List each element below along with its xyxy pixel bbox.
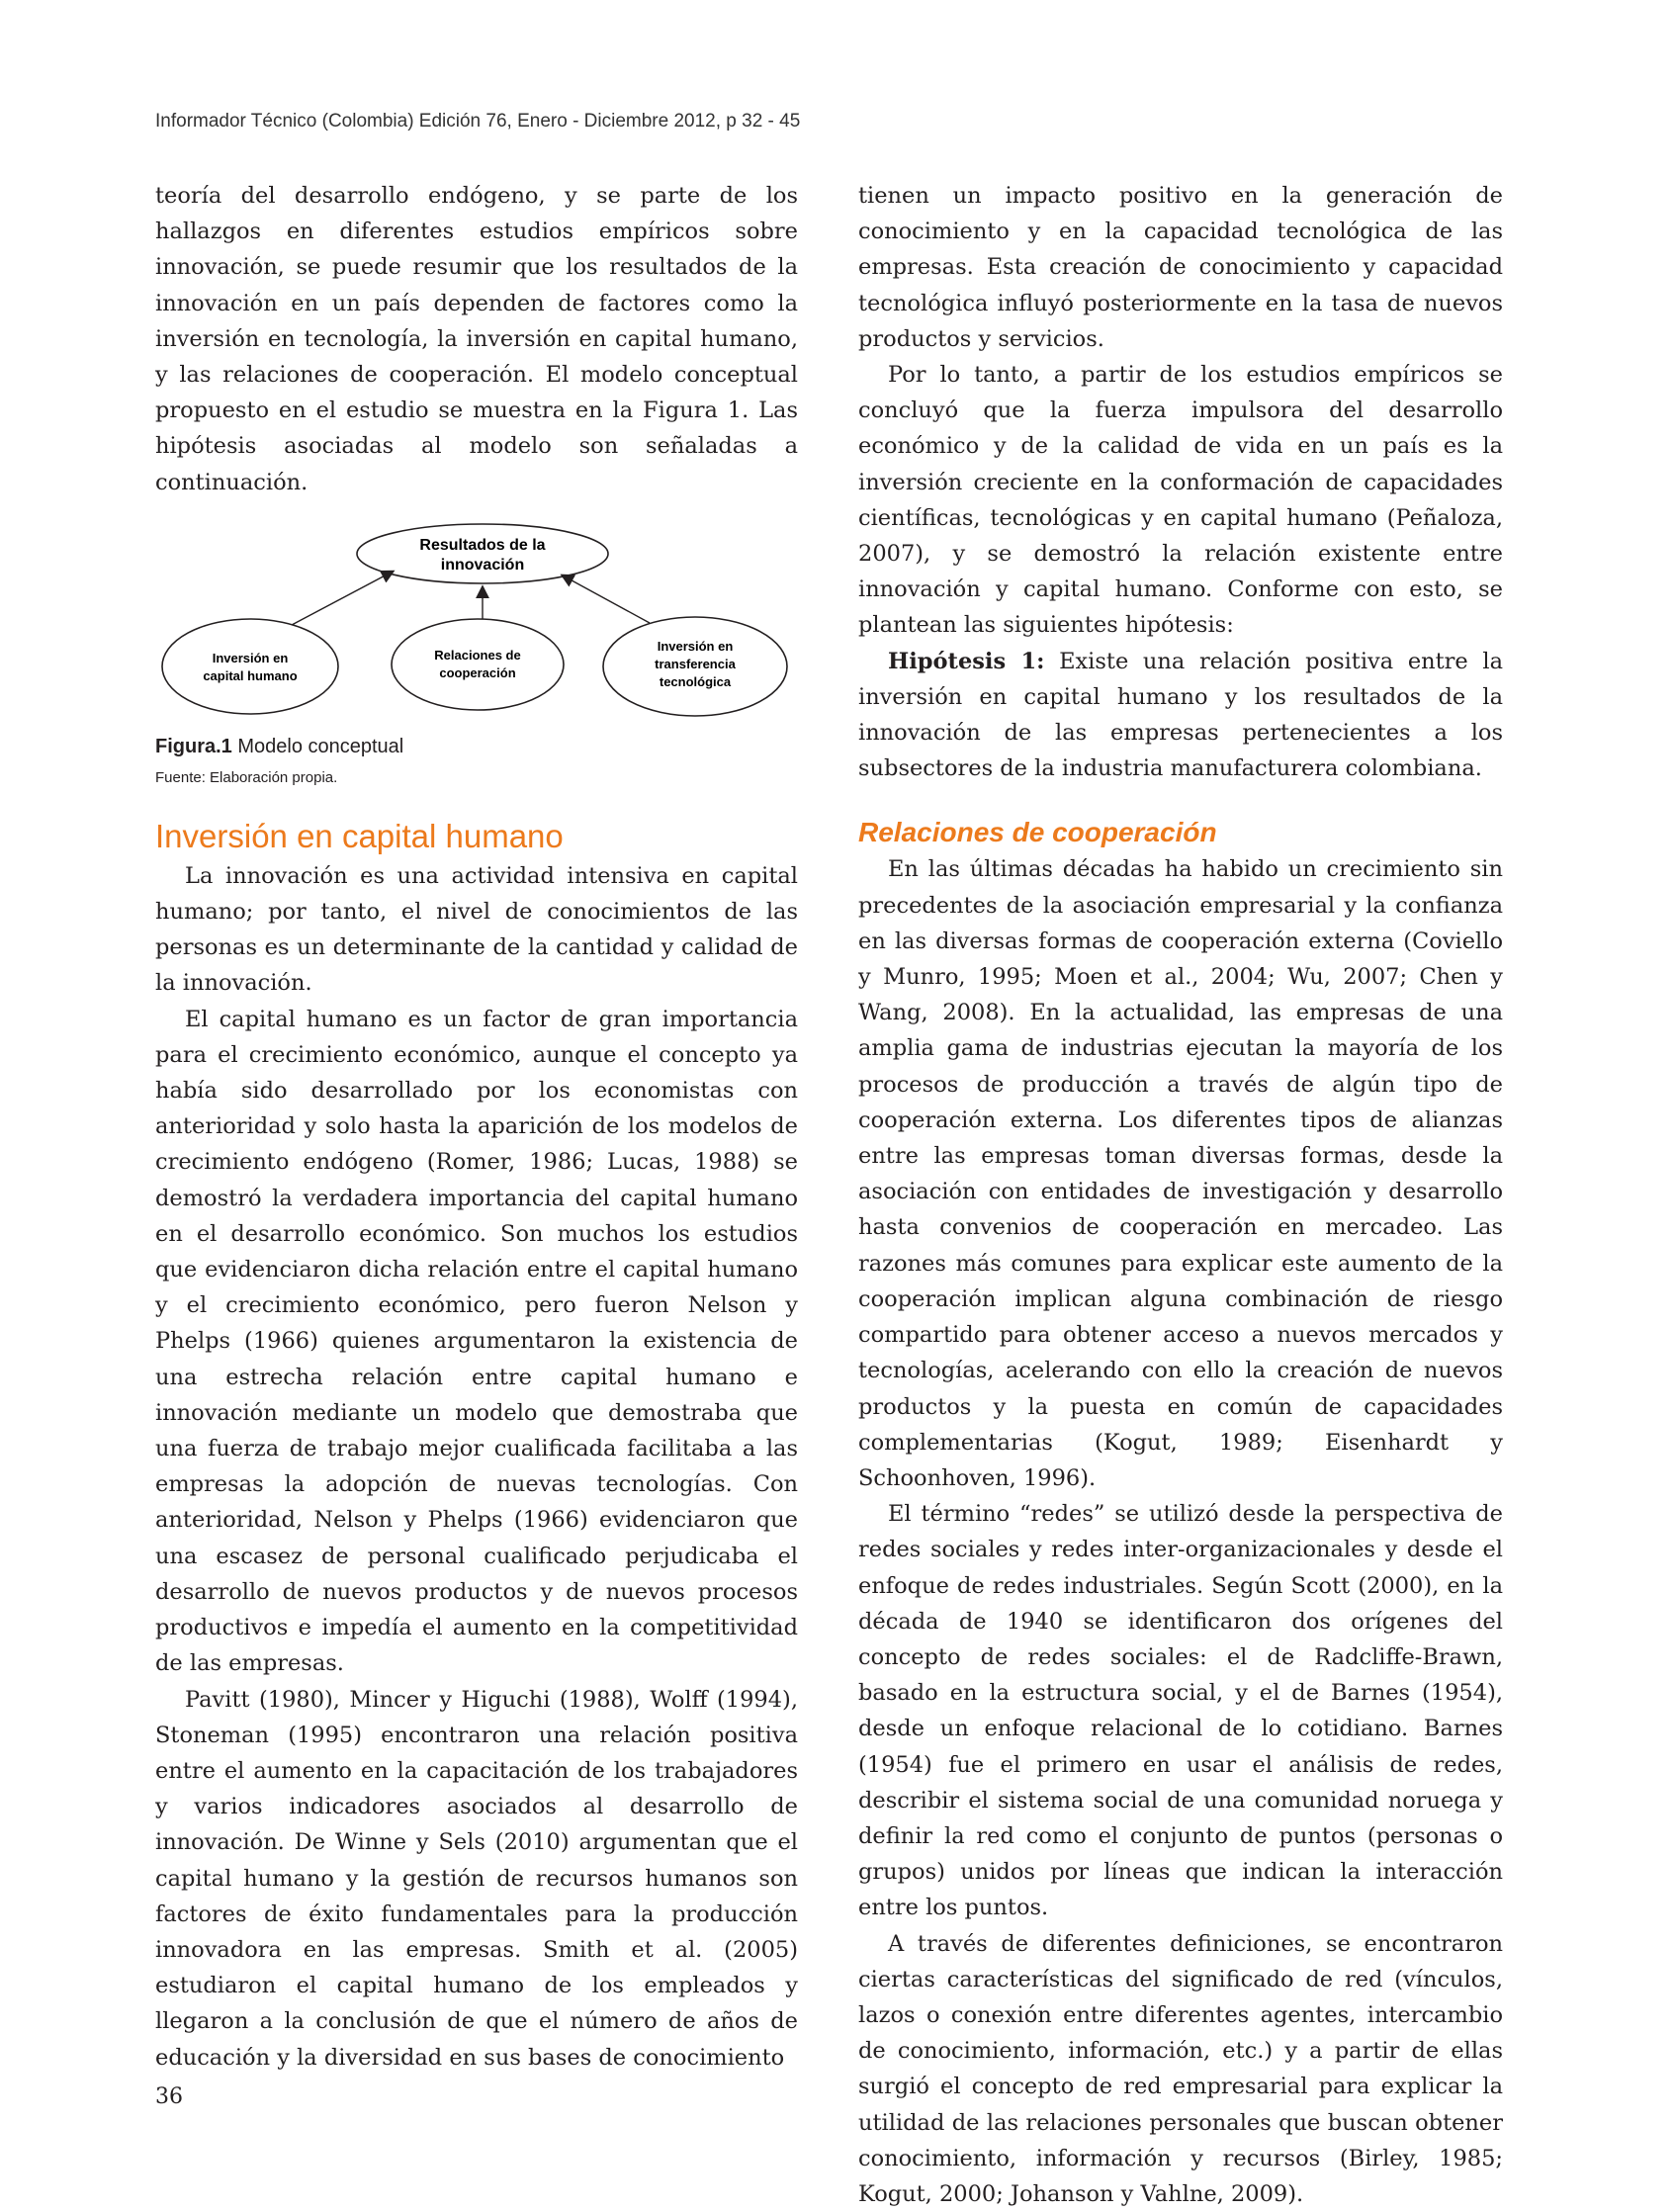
paragraph: La innovación es una actividad intensiva en capital humano; por tanto, el nivel de conocimientos de las personas es un determinante de la cantidad y calidad de la innovación.: [155, 862, 798, 997]
paragraph: Pavitt (1980), Mincer y Higuchi (1988), Wolff (1994), Stoneman (1995) encontraron una relación positiva entre el aumento en la capacitación de los trabajadores y varios indicadores asociados al desarrollo de innovación. De Winne y Sels (2010) argumentan que el capital humano y la gestión de recursos humanos son factores de éxito fundamentales para la producción innovadora en las empresas. Smith et al. (2005) estudiaron el capital humano de los empleados y llegaron a la conclusión de que el número de años de educación y la diversidad en sus bases de conocimiento: [155, 1686, 798, 2071]
hypothesis-text: Existe una relación positiva entre la inversión en capital humano y los resultados de la innovación de las empresas pertenecientes a los subsectores de la industria manufacturera colombiana.: [858, 648, 1503, 782]
node-results-line1: Resultados de la: [419, 536, 546, 554]
figure-caption: [155, 734, 798, 759]
node-cooperation-line2: cooperación: [439, 664, 516, 680]
conceptual-model-diagram: [155, 520, 798, 730]
node-tech-transfer-line3: tecnológica: [659, 673, 732, 689]
hypothesis-label: Hipótesis 1:: [888, 648, 1045, 674]
intro-paragraph: teoría del desarrollo endógeno, y se parte de los hallazgos en diferentes estudios empíricos sobre innovación, se puede resumir que los resultados de la innovación en un país dependen de factores como la inversión en tecnología, la inversión en capital humano, y las relaciones de cooperación. El modelo conceptual propuesto en el estudio se muestra en la Figura 1. Las hipótesis asociadas al modelo son señaladas a continuación.: [155, 183, 798, 495]
figure-caption-label: Figura.1: [155, 735, 232, 757]
figure-source: Fuente: Elaboración propia.: [155, 768, 338, 786]
paragraph: El término “redes” se utilizó desde la perspectiva de redes sociales y redes inter-organizacionales y desde el enfoque de redes industriales. Según Scott (2000), en la década de 1940 se identificaron dos orígenes del concepto de redes sociales: el de Radcliffe-Brawn, basado en la estructura social, y el de Barnes (1954), desde un enfoque relacional de lo cotidiano. Barnes (1954) fue el primero en usar el análisis de redes, describir el sistema social de una comunidad noruega y definir la red como el conjunto de puntos (personas o grupos) unidos por líneas que indican la interacción entre los puntos.: [858, 1501, 1503, 1921]
subsection-title-cooperation: Relaciones de cooperación: [858, 817, 1217, 848]
node-results-line2: innovación: [440, 556, 525, 574]
figure-caption-text: Modelo conceptual: [231, 735, 404, 757]
arrow-human-capital-to-results: [292, 572, 393, 625]
node-human-capital-line1: Inversión en: [212, 650, 289, 665]
node-human-capital-ellipse: [162, 619, 338, 714]
node-human-capital-line2: capital humano: [203, 667, 298, 683]
node-tech-transfer-line2: transferencia: [655, 656, 736, 671]
node-cooperation-line1: Relaciones de: [434, 647, 521, 663]
node-cooperation-ellipse: [392, 619, 564, 710]
paragraph: El capital humano es un factor de gran importancia para el crecimiento económico, aunque el concepto ya había sido desarrollado por los economistas con anterioridad y solo hasta la aparición de los modelos de crecimiento endógeno (Romer, 1986; Lucas, 1988) se demostró la verdadera importancia del capital humano en el desarrollo económico. Son muchos los estudios que evidenciaron dicha relación entre el capital humano y el crecimiento económico, pero fueron Nelson y Phelps (1966) quienes argumentaron la existencia de una estrecha relación entre capital humano e innovación mediante un modelo que demostraba que una fuerza de trabajo mejor cualificada facilitaba a las empresas la adopción de nuevas tecnologías. Con anterioridad, Nelson y Phelps (1966) evidenciaron que una escasez de personal cualificado perjudicaba el desarrollo de nuevos productos y de nuevos procesos productivos e impedía el aumento en la competitividad de las empresas.: [155, 1006, 798, 1677]
left-column: [155, 178, 798, 2076]
hypothesis-paragraph: [858, 644, 1503, 787]
paragraph: Por lo tanto, a partir de los estudios empíricos se concluyó que la fuerza impulsora del desarrollo económico y de la calidad de vida en un país es la inversión creciente en la conformación de capacidades científicas, tecnológicas y en capital humano (Peñaloza, 2007), y se demostró la relación existente entre innovación y capital humano. Conforme con esto, se plantean las siguientes hipótesis:: [858, 362, 1503, 639]
section-title-human-capital: Inversión en capital humano: [155, 817, 564, 854]
figure-conceptual-model: [155, 520, 798, 730]
running-header: Informador Técnico (Colombia) Edición 76, Enero - Diciembre 2012, p 32 - 45: [155, 111, 801, 132]
right-column: [858, 178, 1503, 2212]
paragraph: A través de diferentes definiciones, se encontraron ciertas características del significado de red (vínculos, lazos o conexión entre diferentes agentes, intercambio de conocimiento, información, etc.) y a partir de ellas surgió el concepto de red empresarial para explicar la utilidad de las relaciones personales que buscan obtener conocimiento, información y recursos (Birley, 1985; Kogut, 2000; Johanson y Vahlne, 2009).: [858, 1930, 1503, 2207]
arrow-tech-transfer-to-results: [563, 575, 650, 623]
node-results-ellipse: [357, 524, 608, 583]
node-tech-transfer-line1: Inversión en: [657, 638, 734, 654]
paragraph: En las últimas décadas ha habido un crecimiento sin precedentes de la asociación empresarial y la confianza en las diversas formas de cooperación externa (Coviello y Munro, 1995; Moen et al., 2004; Wu, 2007; Chen y Wang, 2008). En la actualidad, las empresas de una amplia gama de industrias ejecutan la mayoría de los procesos de producción a través de algún tipo de cooperación externa. Los diferentes tipos de alianzas entre las empresas toman diversas formas, desde la asociación con entidades de investigación y desarrollo hasta convenios de cooperación en mercadeo. Las razones más comunes para explicar este aumento de la cooperación implican alguna combinación de riesgo compartido para obtener acceso a nuevos mercados y tecnologías, acelerando con ello la creación de nuevos productos y la puesta en común de capacidades complementarias (Kogut, 1989; Eisenhardt y Schoonhoven, 1996).: [858, 856, 1503, 1491]
page-number: 36: [155, 2084, 183, 2109]
paragraph: tienen un impacto positivo en la generación de conocimiento y en la capacidad tecnológica de las empresas. Esta creación de conocimiento y capacidad tecnológica influyó posteriormente en la tasa de nuevos productos y servicios.: [858, 183, 1503, 352]
